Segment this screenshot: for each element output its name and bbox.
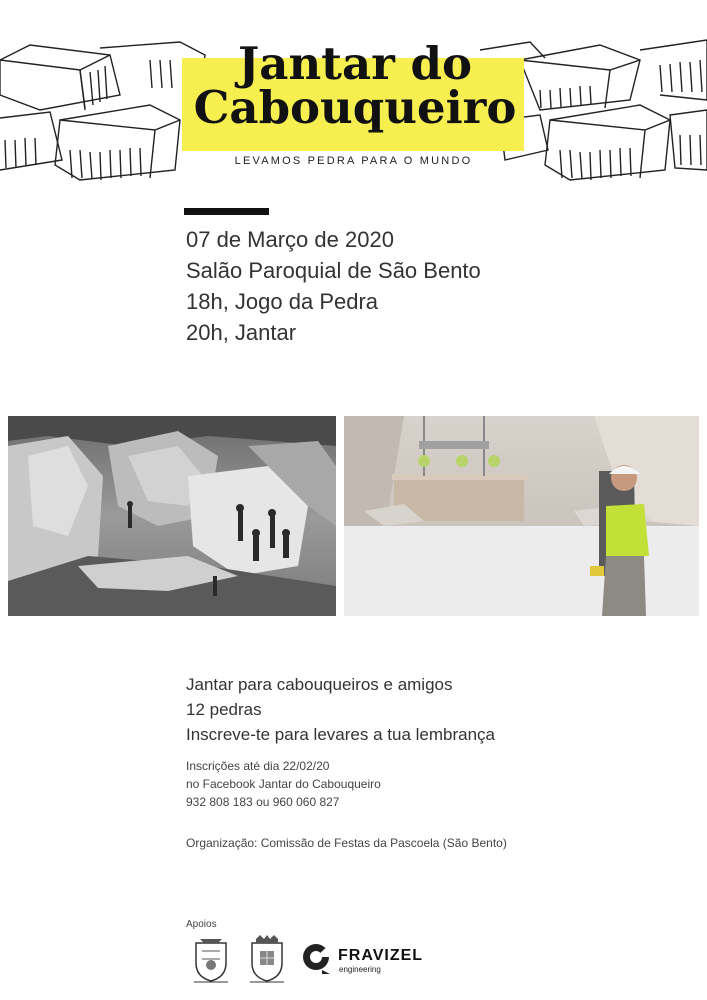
tagline: LEVAMOS PEDRA PARA O MUNDO <box>234 155 473 167</box>
title-line-2: Cabouqueiro <box>193 81 517 134</box>
support-label: Apoios <box>186 919 217 930</box>
event-venue: Salão Paroquial de São Bento <box>186 258 481 283</box>
sponsor-brand-name: FRAVIZEL <box>338 947 424 964</box>
parish-crest-icon <box>188 935 234 985</box>
event-date: 07 de Março de 2020 <box>186 227 394 252</box>
divider-bar <box>184 208 269 215</box>
registration-deadline: Inscrições até dia 22/02/20 <box>186 759 330 773</box>
dinner-info <box>186 672 495 747</box>
event-dinner-time: 20h, Jantar <box>186 320 297 345</box>
page-title <box>170 37 540 134</box>
historic-quarry-photo <box>8 416 336 616</box>
registration-phones: 932 808 183 ou 960 060 827 <box>186 795 340 809</box>
event-details <box>186 224 481 348</box>
municipal-crest-icon <box>244 935 290 985</box>
info-line-price: 12 pedras <box>186 700 262 719</box>
registration-info <box>186 757 381 811</box>
event-game-time: 18h, Jogo da Pedra <box>186 289 379 314</box>
info-line-guests: Jantar para cabouqueiros e amigos <box>186 675 453 694</box>
title-line-1: Jantar do <box>238 37 472 90</box>
info-line-souvenir: Inscreve-te para levares a tua lembrança <box>186 725 495 744</box>
header-banner <box>0 0 707 200</box>
registration-facebook: no Facebook Jantar do Cabouqueiro <box>186 777 381 791</box>
organization-credit: Organização: Comissão de Festas da Pascoela (São Bento) <box>186 836 507 850</box>
modern-quarry-photo <box>344 416 699 616</box>
sponsor-brand-subtitle: engineering <box>339 965 381 974</box>
fravizel-logo-icon <box>300 940 334 974</box>
